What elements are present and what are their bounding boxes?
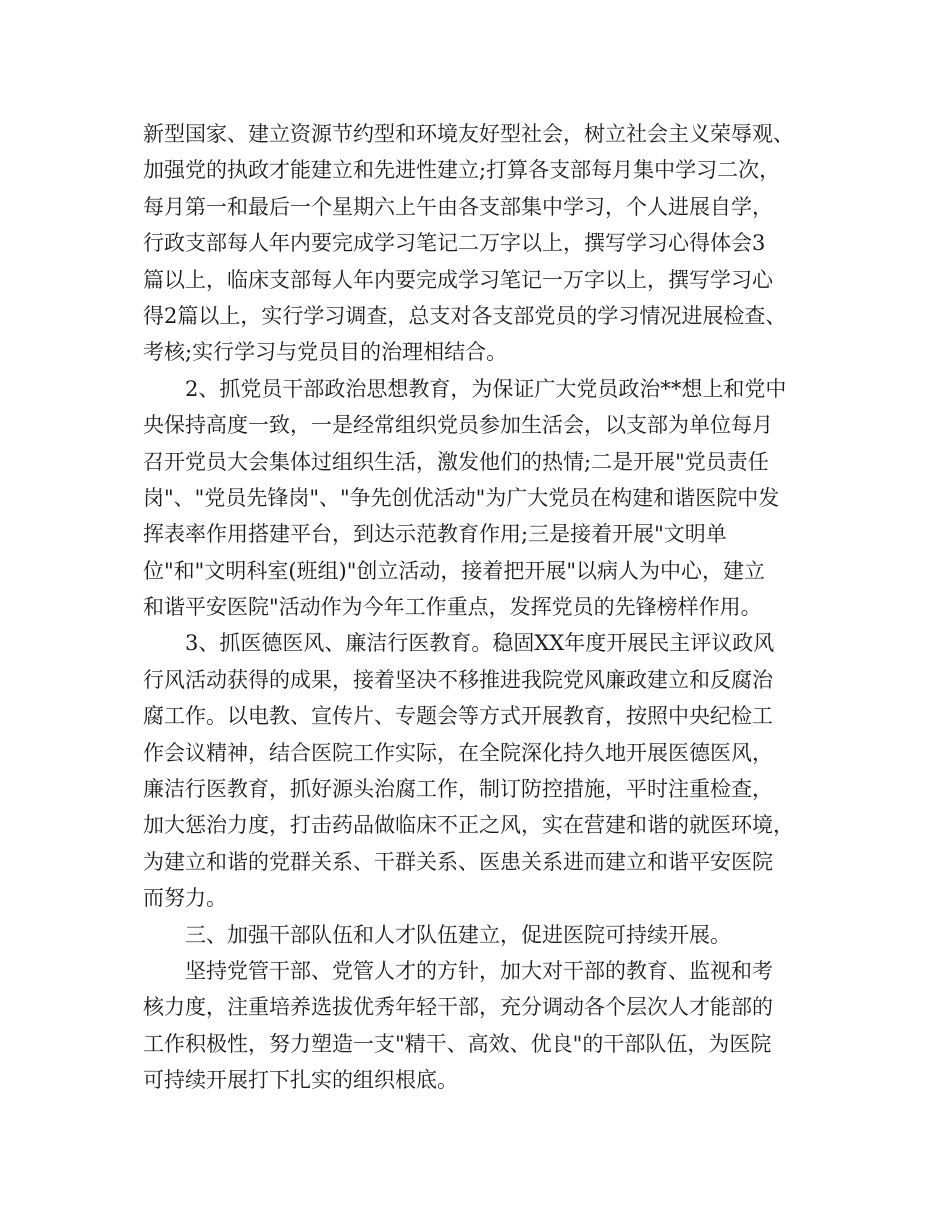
text-line: 新型国家、建立资源节约型和环境友好型社会，树立社会主义荣辱观、: [143, 122, 794, 146]
text-line: 廉洁行医教育，抓好源头治腐工作，制订防控措施，平时注重检查，: [143, 777, 773, 802]
section-heading-line: 三、加强干部队伍和人才队伍建立，促进医院可持续开展。: [185, 922, 731, 947]
text-line: 央保持高度一致，一是经常组织党员参加生活会，以支部为单位每月: [143, 413, 773, 438]
text-line: 为建立和谐的党群关系、干群关系、医患关系进而建立和谐平安医院: [143, 849, 773, 874]
text-line: 核力度，注重培养选拔优秀年轻干部，充分调动各个层次人才能部的: [143, 995, 773, 1020]
paragraph-start-line: 3、抓医德医风、廉洁行医教育。稳固XX年度开展民主评议政风: [185, 631, 775, 656]
document-body: [143, 116, 823, 1099]
paragraph-start-line: 2、抓党员干部政治思想教育，为保证广大党员政治**想上和党中: [185, 376, 787, 401]
text-line: 加强党的执政才能建立和先进性建立;打算各支部每月集中学习二次，: [143, 158, 781, 183]
text-line: 和谐平安医院"活动作为今年工作重点，发挥党员的先锋榜样作用。: [143, 595, 762, 620]
text-line: 作会议精神，结合医院工作实际，在全院深化持久地开展医德医风，: [143, 740, 773, 765]
text-line: 行政支部每人年内要完成学习笔记二万字以上，撰写学习心得体会3: [143, 231, 766, 256]
text-line: 考核;实行学习与党员目的治理相结合。: [143, 340, 508, 365]
text-line: 得2篇以上，实行学习调查，总支对各支部党员的学习情况进展检查、: [143, 303, 787, 328]
text-line: 岗"、"党员先锋岗"、"争先创优活动"为广大党员在构建和谐医院中发: [143, 485, 780, 510]
text-line: 每月第一和最后一个星期六上午由各支部集中学习，个人进展自学，: [143, 194, 773, 219]
text-line: 腐工作。以电教、宣传片、专题会等方式开展教育，按照中央纪检工: [143, 704, 773, 729]
text-line: 挥表率作用搭建平台，到达示范教育作用;三是接着开展"文明单: [143, 522, 727, 547]
text-line: 召开党员大会集体过组织生活，激发他们的热情;二是开展"党员责任: [143, 449, 769, 474]
text-line: 位"和"文明科室(班组)"创立活动，接着把开展"以病人为中心，建立: [143, 558, 766, 583]
text-line: 行风活动获得的成果，接着坚决不移推进我院党风廉政建立和反腐治: [143, 667, 773, 692]
text-line: 而努力。: [143, 886, 227, 911]
text-line: 可持续开展打下扎实的组织根底。: [143, 1068, 458, 1093]
paragraph-start-line: 坚持党管干部、党管人才的方针，加大对干部的教育、监视和考: [185, 958, 773, 983]
text-line: 篇以上，临床支部每人年内要完成学习笔记一万字以上，撰写学习心: [143, 267, 773, 292]
text-line: 加大惩治力度，打击药品做临床不正之风，实在营建和谐的就医环境，: [143, 813, 794, 838]
text-line: 工作积极性，努力塑造一支"精干、高效、优良"的干部队伍，为医院: [143, 1031, 772, 1056]
